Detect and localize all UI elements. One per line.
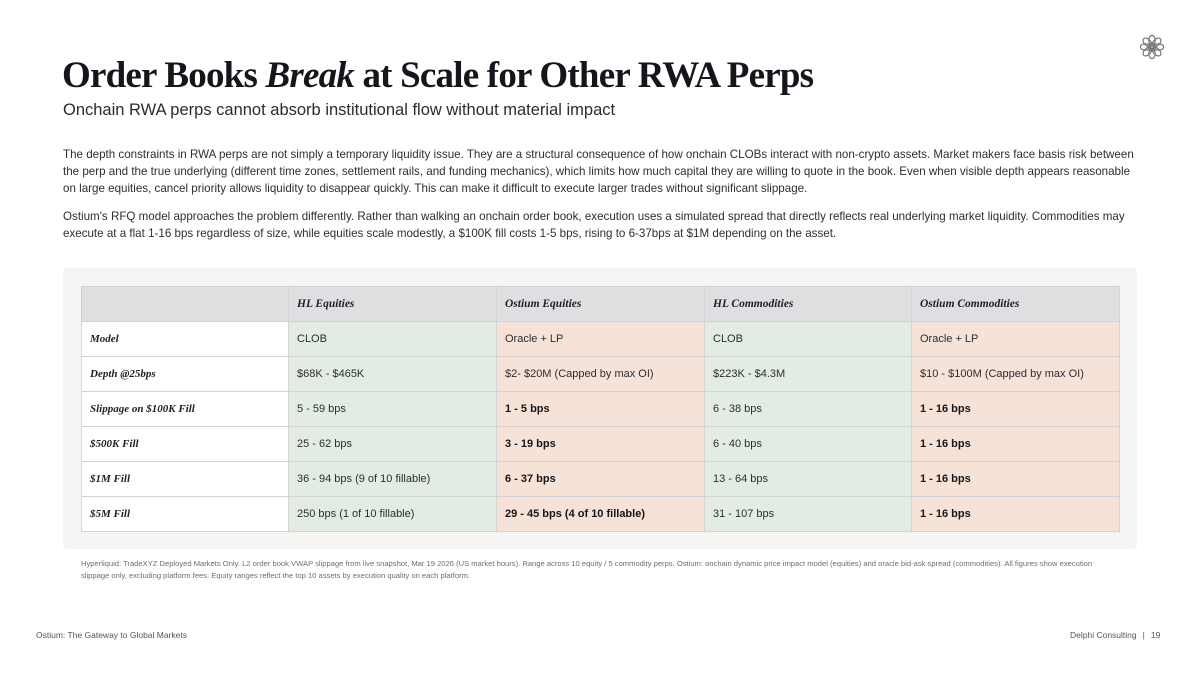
table-row	[82, 427, 1120, 462]
table-cell: 36 - 94 bps (9 of 10 fillable)	[289, 462, 497, 497]
page-title	[62, 54, 813, 97]
page-subtitle: Onchain RWA perps cannot absorb institutional flow without material impact	[63, 101, 616, 119]
table-cell: 1 - 16 bps	[912, 427, 1120, 462]
table-cell: 1 - 5 bps	[497, 392, 705, 427]
footer-brand: Delphi Consulting	[1070, 630, 1137, 640]
table-row	[82, 462, 1120, 497]
table-cell: 6 - 38 bps	[705, 392, 912, 427]
table-row	[82, 357, 1120, 392]
row-label: Model	[82, 322, 289, 357]
table-cell: 1 - 16 bps	[912, 462, 1120, 497]
table-cell: 5 - 59 bps	[289, 392, 497, 427]
table-row	[82, 497, 1120, 532]
table-cell: $10 - $100M (Capped by max OI)	[912, 357, 1120, 392]
table-cell: 31 - 107 bps	[705, 497, 912, 532]
footnote: Hyperliquid: TradeXYZ Deployed Markets Only. L2 order book VWAP slippage from live snapshot, Mar 19 2026 (US market hours). Range across 10 equity / 5 commodity perps. Ostium: onchain dynamic price impact model (equities) and oracle bid-ask spread (commodities). All figures show execution slippage only, excluding platform fees. Equity ranges reflect the top 10 assets by execution quality on each platform.	[81, 559, 1093, 580]
flower-icon	[1139, 34, 1165, 60]
table-cell: Oracle + LP	[497, 322, 705, 357]
body-paragraph-1: The depth constraints in RWA perps are not simply a temporary liquidity issue. They are a structural consequence of how onchain CLOBs interact with non-crypto assets. Market makers face basis risk between the perp and the true underlying (different time zones, settlement rails, and funding mechanics), which limits how much capital they are willing to quote in the book. Even when visible depth appears reasonable on large equities, cancel priority allows liquidity to disappear quickly. This can make it difficult to execute larger trades without significant slippage.	[63, 148, 1134, 195]
header-corner	[82, 287, 289, 322]
page-number: 19	[1150, 630, 1161, 640]
table-cell: 6 - 37 bps	[497, 462, 705, 497]
body-paragraph-2: Ostium's RFQ model approaches the problem differently. Rather than walking an onchain order book, execution uses a simulated spread that directly reflects real underlying market liquidity. Commodities may execute at a flat 1-16 bps regardless of size, while equities scale modestly, a $100K fill costs 1-5 bps, rising to 6-37bps at $1M depending on the asset.	[63, 210, 1125, 240]
table-row	[82, 392, 1120, 427]
row-label: $500K Fill	[82, 427, 289, 462]
row-label: $1M Fill	[82, 462, 289, 497]
table-row	[82, 322, 1120, 357]
table-cell: 1 - 16 bps	[912, 497, 1120, 532]
footer-right	[1070, 630, 1160, 640]
header-ostium-commodities: Ostium Commodities	[912, 287, 1120, 322]
table-cell: 29 - 45 bps (4 of 10 fillable)	[497, 497, 705, 532]
header-hl-commodities: HL Commodities	[705, 287, 912, 322]
title-part-1: Order Books	[62, 55, 266, 96]
table-cell: $2- $20M (Capped by max OI)	[497, 357, 705, 392]
table-cell: 25 - 62 bps	[289, 427, 497, 462]
comparison-table	[81, 286, 1120, 532]
table-cell: 1 - 16 bps	[912, 392, 1120, 427]
table-cell: $223K - $4.3M	[705, 357, 912, 392]
table-cell: $68K - $465K	[289, 357, 497, 392]
footer-left: Ostium: The Gateway to Global Markets	[36, 630, 188, 640]
table-cell: 250 bps (1 of 10 fillable)	[289, 497, 497, 532]
header-hl-equities: HL Equities	[289, 287, 497, 322]
row-label: Depth @25bps	[82, 357, 289, 392]
header-ostium-equities: Ostium Equities	[497, 287, 705, 322]
row-label: Slippage on $100K Fill	[82, 392, 289, 427]
table-cell: 6 - 40 bps	[705, 427, 912, 462]
table-cell: Oracle + LP	[912, 322, 1120, 357]
table-cell: 13 - 64 bps	[705, 462, 912, 497]
title-part-2: at Scale for Other RWA Perps	[354, 55, 814, 96]
table-cell: CLOB	[705, 322, 912, 357]
row-label: $5M Fill	[82, 497, 289, 532]
title-emphasis: Break	[265, 55, 355, 96]
table-cell: 3 - 19 bps	[497, 427, 705, 462]
table-cell: CLOB	[289, 322, 497, 357]
table-header-row	[82, 287, 1120, 322]
footer-separator: |	[1142, 630, 1145, 640]
